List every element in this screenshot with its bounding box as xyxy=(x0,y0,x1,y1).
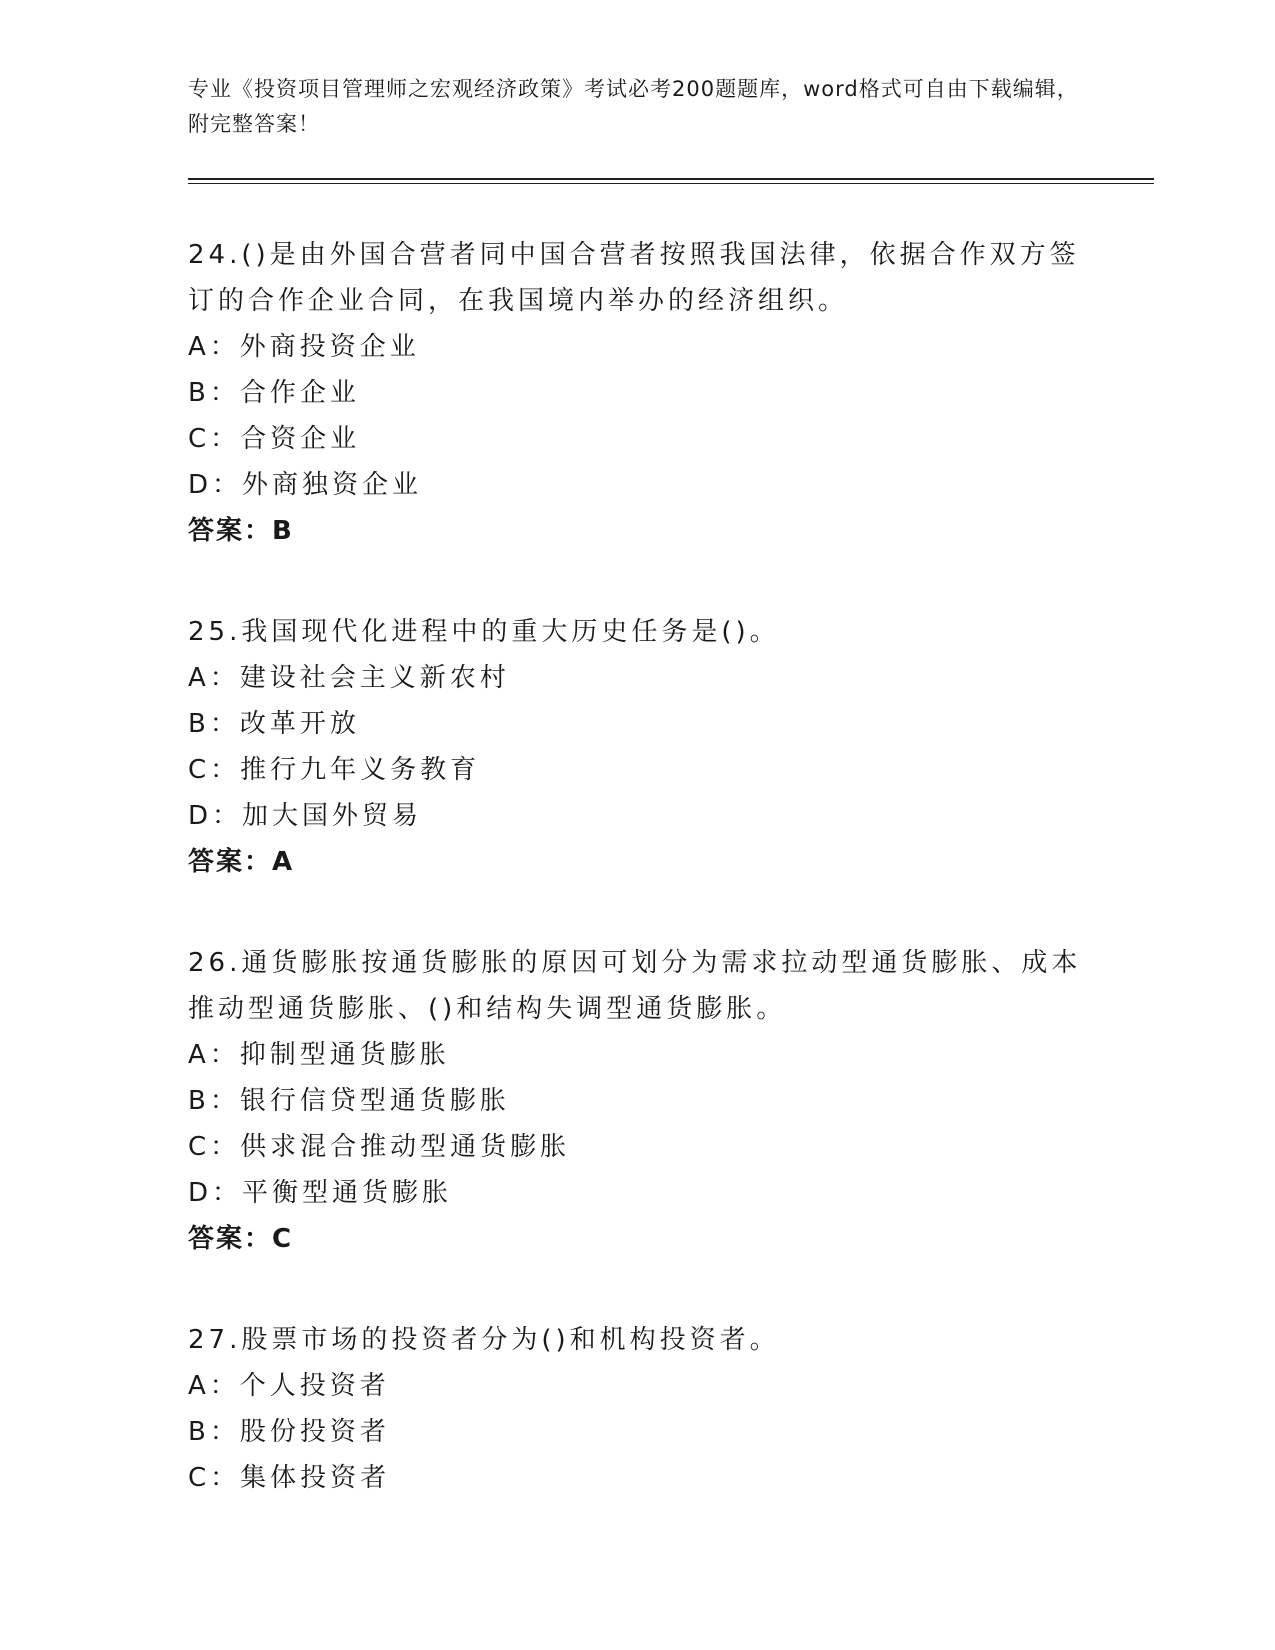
question-24 xyxy=(188,232,1088,554)
option-c: C：供求混合推动型通货膨胀 xyxy=(188,1132,571,1162)
option-b: B：银行信贷型通货膨胀 xyxy=(188,1086,510,1116)
option-d: D：外商独资企业 xyxy=(188,470,423,500)
answer: 答案：A xyxy=(188,847,295,877)
answer: 答案：B xyxy=(188,516,294,546)
answer: 答案：C xyxy=(188,1224,294,1254)
question-stem: 26.通货膨胀按通货膨胀的原因可划分为需求拉动型通货膨胀、成本推动型通货膨胀、()和结构失调型通货膨胀。 xyxy=(188,948,1082,1024)
option-c: C：推行九年义务教育 xyxy=(188,755,481,785)
question-stem: 25.我国现代化进程中的重大历史任务是()。 xyxy=(188,617,780,647)
document-header: 专业《投资项目管理师之宏观经济政策》考试必考200题题库，word格式可自由下载编辑，附完整答案！ xyxy=(188,77,1079,136)
option-c: C：合资企业 xyxy=(188,424,361,454)
option-d: D：平衡型通货膨胀 xyxy=(188,1178,453,1208)
question-26 xyxy=(188,940,1088,1262)
option-d: D：加大国外贸易 xyxy=(188,801,423,831)
question-list xyxy=(188,232,1088,1556)
option-a: A：外商投资企业 xyxy=(188,332,420,362)
option-a: A：抑制型通货膨胀 xyxy=(188,1040,450,1070)
header-rule-thin xyxy=(188,183,1154,184)
option-b: B：股份投资者 xyxy=(188,1417,390,1447)
question-25 xyxy=(188,609,1088,885)
option-b: B：合作企业 xyxy=(188,378,360,408)
option-a: A：建设社会主义新农村 xyxy=(188,663,510,693)
option-a: A：个人投资者 xyxy=(188,1371,390,1401)
header-rule-thick xyxy=(188,178,1154,180)
question-stem: 24.()是由外国合营者同中国合营者按照我国法律，依据合作双方签订的合作企业合同，在我国境内举办的经济组织。 xyxy=(188,240,1080,316)
option-c: C：集体投资者 xyxy=(188,1463,391,1493)
question-stem: 27.股票市场的投资者分为()和机构投资者。 xyxy=(188,1325,780,1355)
question-27 xyxy=(188,1317,1088,1501)
option-b: B：改革开放 xyxy=(188,709,360,739)
